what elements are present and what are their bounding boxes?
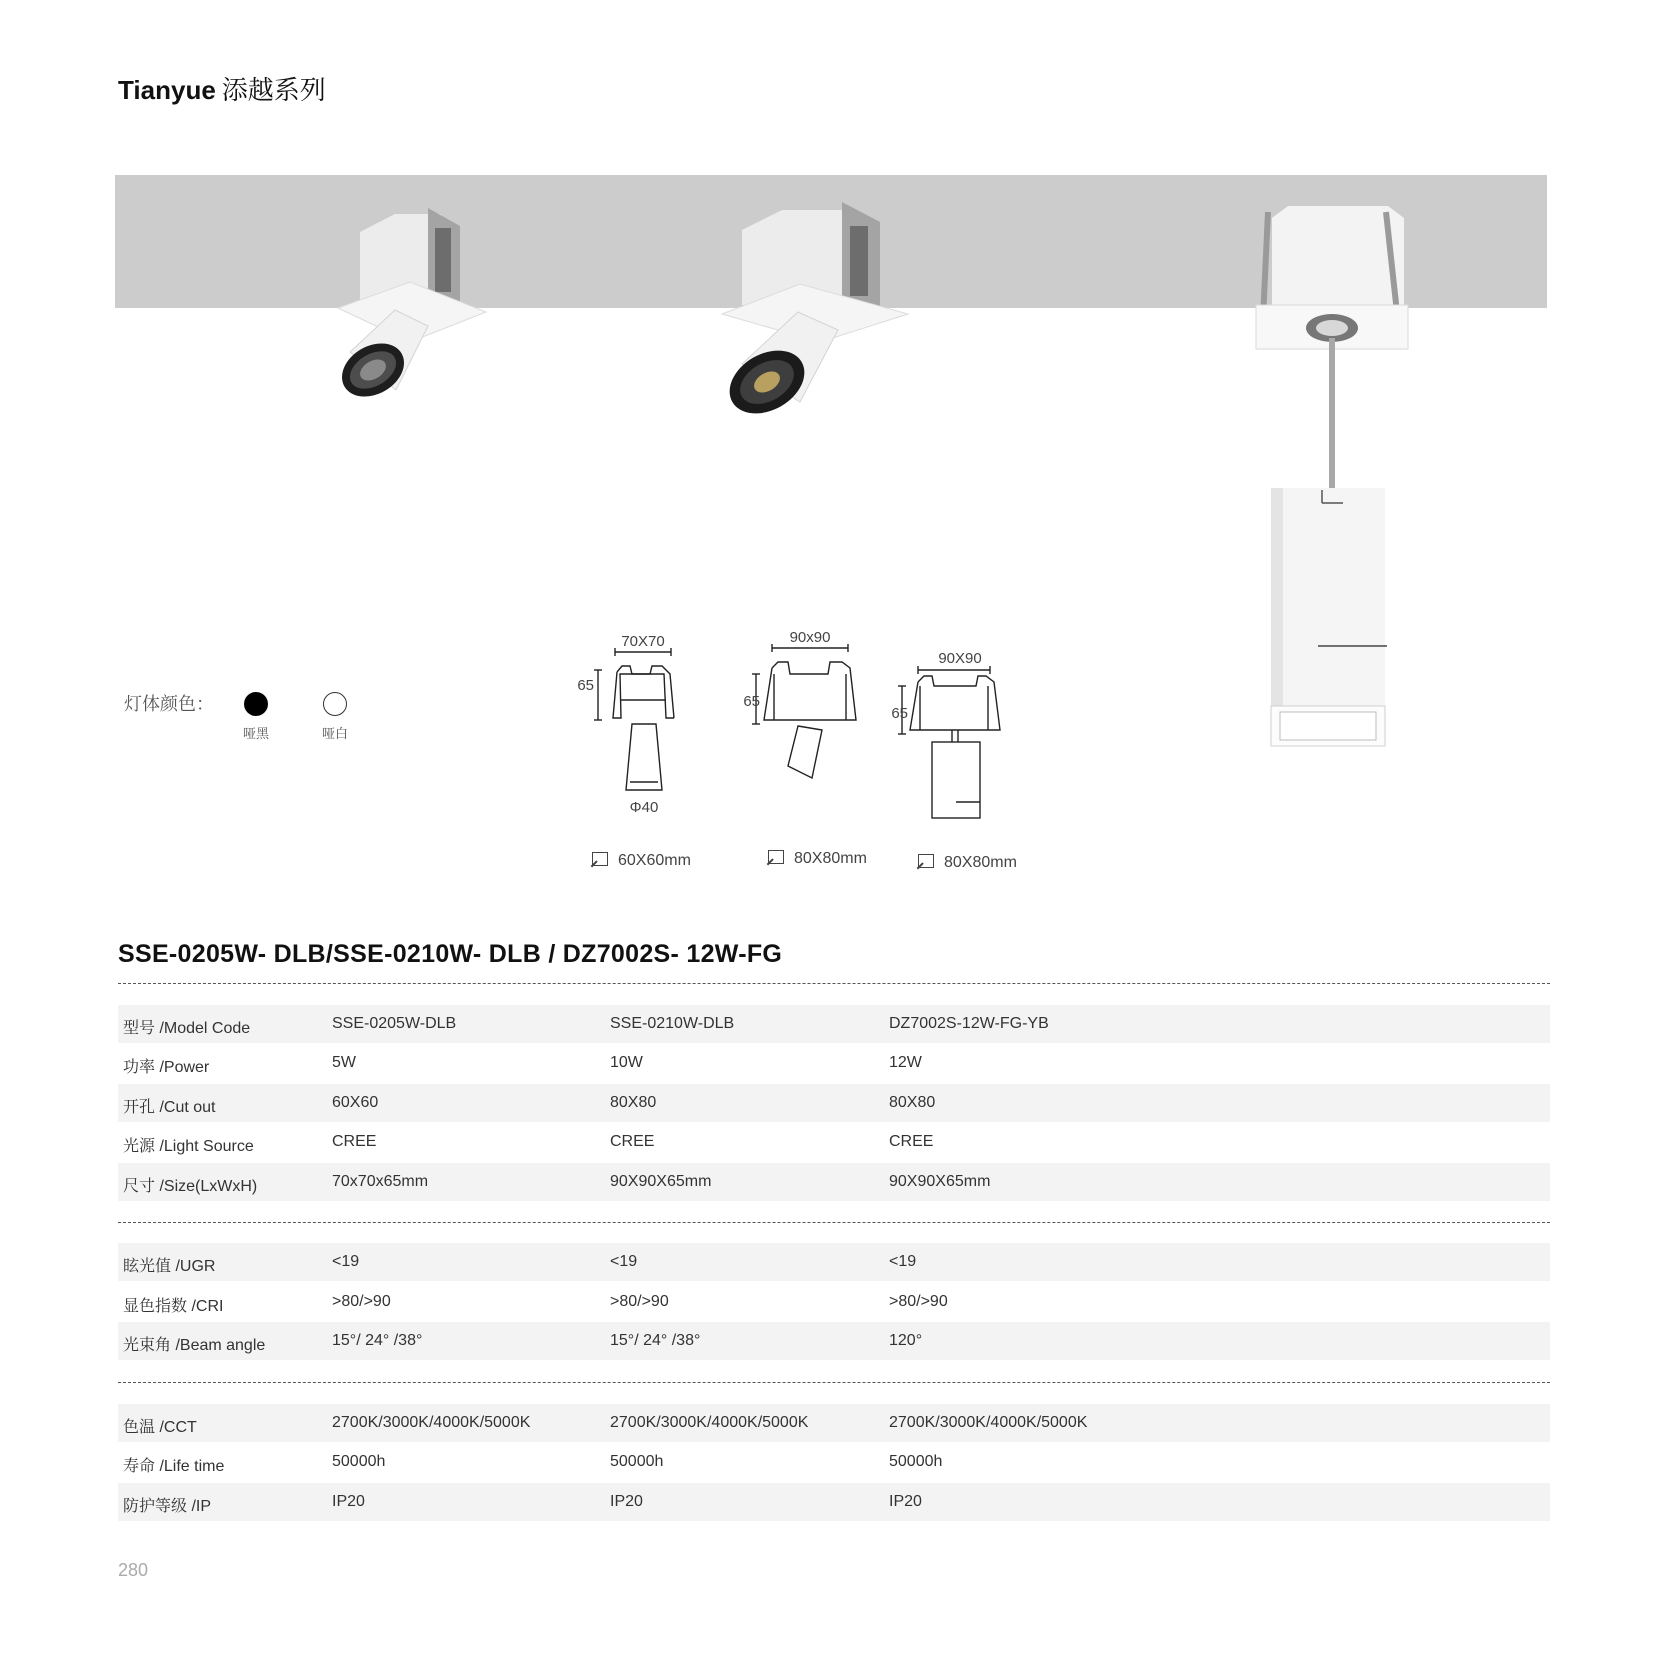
spec-value: IP20 <box>332 1493 365 1510</box>
cutout-size-1 <box>592 852 691 870</box>
divider <box>118 1222 1550 1223</box>
color-swatch-matte-white <box>323 692 347 716</box>
drawing-2-width: 90x90 <box>789 629 831 646</box>
spec-value: 90X90X65mm <box>610 1173 712 1190</box>
divider <box>118 1382 1550 1383</box>
cutout-size-2 <box>768 850 867 868</box>
spec-value: <19 <box>889 1253 917 1270</box>
spec-value: 60X60 <box>332 1094 379 1111</box>
cutout-size-3 <box>918 854 1017 872</box>
spec-label: 防护等级 /IP <box>123 1498 212 1515</box>
page-number: 280 <box>118 1560 149 1580</box>
spec-label: 尺寸 /Size(LxWxH) <box>123 1178 258 1195</box>
cutout-size-2-value: 80X80mm <box>794 850 867 867</box>
drawing-1-height: 65 <box>577 677 594 694</box>
spec-row-beam-angle <box>118 1322 1550 1360</box>
cutout-size-3-value: 80X80mm <box>944 854 1017 871</box>
spec-value: 80X80 <box>889 1094 936 1111</box>
spec-value: 2700K/3000K/4000K/5000K <box>610 1414 809 1431</box>
color-name-matte-black: 哑黑 <box>242 726 269 741</box>
cutout-icon <box>592 852 608 866</box>
spec-label: 寿命 /Life time <box>123 1458 225 1475</box>
spec-value: 80X80 <box>610 1094 657 1111</box>
spec-value: >80/>90 <box>610 1293 669 1310</box>
spec-label: 显色指数 /CRI <box>123 1298 224 1315</box>
spec-label: 开孔 /Cut out <box>123 1099 216 1116</box>
spec-value: <19 <box>610 1253 638 1270</box>
spec-row-light-source <box>118 1123 1550 1161</box>
spec-row-size <box>118 1163 1550 1201</box>
series-title-en: Tianyue <box>118 75 216 105</box>
divider <box>118 983 1550 984</box>
spec-row-cri <box>118 1283 1550 1321</box>
spec-value: SSE-0210W-DLB <box>610 1015 735 1032</box>
product-photo-3 <box>1256 206 1408 746</box>
spec-label: 功率 /Power <box>123 1059 210 1076</box>
spec-label: 光束角 /Beam angle <box>123 1337 266 1354</box>
spec-value: IP20 <box>610 1493 643 1510</box>
drawing-2 <box>752 644 856 778</box>
cutout-size-1-value: 60X60mm <box>618 852 691 869</box>
spec-value: 50000h <box>610 1453 664 1470</box>
drawing-3-height: 65 <box>891 705 908 722</box>
spec-row-ip <box>118 1483 1550 1521</box>
drawing-1 <box>594 648 674 790</box>
spec-value: 2700K/3000K/4000K/5000K <box>889 1414 1088 1431</box>
drawing-1-width: 70X70 <box>621 633 665 650</box>
technical-drawings <box>560 630 1040 830</box>
spec-value: CREE <box>889 1133 934 1150</box>
spec-value: 15°/ 24° /38° <box>332 1332 423 1349</box>
spec-value: 15°/ 24° /38° <box>610 1332 701 1349</box>
spec-value: <19 <box>332 1253 360 1270</box>
spec-value: 2700K/3000K/4000K/5000K <box>332 1414 531 1431</box>
cutout-icon <box>918 854 934 868</box>
body-color-label: 灯体颜色： <box>124 694 214 714</box>
spec-value: DZ7002S-12W-FG-YB <box>889 1015 1049 1032</box>
spec-value: >80/>90 <box>889 1293 948 1310</box>
spec-value: 50000h <box>332 1453 386 1470</box>
drawing-1-diameter: Φ40 <box>629 799 659 816</box>
spec-row-model-code <box>118 1005 1550 1043</box>
drawing-2-height: 65 <box>743 693 760 710</box>
spec-label: 光源 /Light Source <box>123 1138 254 1155</box>
spec-value: CREE <box>332 1133 377 1150</box>
spec-label: 型号 /Model Code <box>123 1020 251 1037</box>
spec-value: 12W <box>889 1054 922 1071</box>
spec-value: CREE <box>610 1133 655 1150</box>
spec-value: 10W <box>610 1054 643 1071</box>
spec-value: 120° <box>889 1332 923 1349</box>
spec-label: 眩光值 /UGR <box>123 1258 216 1275</box>
product-title: SSE-0205W- DLB/SSE-0210W- DLB / DZ7002S- 12W-FG <box>118 940 783 968</box>
series-title-cn: 添越系列 <box>221 75 326 105</box>
spec-value: SSE-0205W-DLB <box>332 1015 457 1032</box>
spec-row-cct <box>118 1404 1550 1442</box>
spec-row-life-time <box>118 1443 1550 1481</box>
spec-value: 70x70x65mm <box>332 1173 429 1190</box>
drawing-3 <box>898 666 1000 818</box>
spec-label: 色温 /CCT <box>123 1419 197 1436</box>
color-swatch-matte-black <box>244 692 268 716</box>
product-photo-2 <box>718 202 908 426</box>
color-name-matte-white: 哑白 <box>321 726 348 741</box>
spec-row-power <box>118 1044 1550 1082</box>
spec-value: 5W <box>332 1054 356 1071</box>
drawing-3-width: 90X90 <box>938 650 982 667</box>
spec-value: IP20 <box>889 1493 922 1510</box>
spec-value: 90X90X65mm <box>889 1173 991 1190</box>
spec-value: >80/>90 <box>332 1293 391 1310</box>
spec-row-ugr <box>118 1243 1550 1281</box>
cutout-icon <box>768 850 784 864</box>
product-photo-1 <box>332 208 486 407</box>
spec-row-cut-out <box>118 1084 1550 1122</box>
spec-value: 50000h <box>889 1453 943 1470</box>
